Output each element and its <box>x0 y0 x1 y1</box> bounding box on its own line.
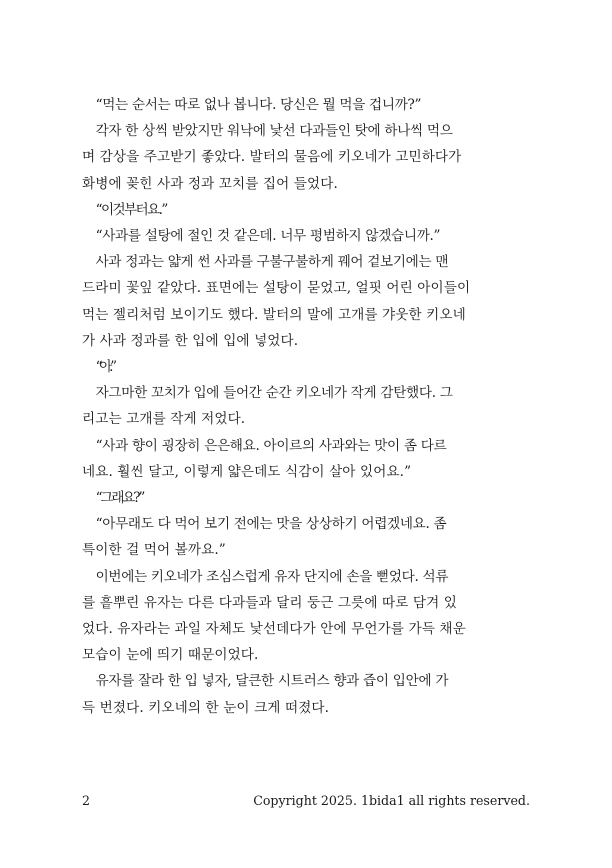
paragraph <box>82 380 530 432</box>
text-line: 먹는 젤리처럼 보이기도 했다. 발터의 말에 고개를 갸웃한 키오네 <box>82 306 466 323</box>
paragraph <box>82 118 530 197</box>
text-line: “그래요?” <box>95 490 144 507</box>
paragraph <box>82 354 530 380</box>
page-footer <box>82 793 530 813</box>
body-text <box>82 92 530 721</box>
text-line: 를 흩뿌린 유자는 다른 다과들과 달리 둥근 그릇에 따로 담겨 있 <box>82 594 457 611</box>
text-line: 자그마한 꼬치가 입에 들어간 순간 키오네가 작게 감탄했다. 그 <box>95 385 453 402</box>
paragraph <box>82 511 530 563</box>
text-line: 었다. 유자라는 과일 자체도 낯선데다가 안에 무언가를 가득 채운 <box>82 621 466 638</box>
text-line: “아무래도 다 먹어 보기 전에는 맛을 상상하기 어렵겠네요. 좀 <box>95 516 447 533</box>
paragraph <box>82 92 530 118</box>
text-line: 사과 정과는 얇게 썬 사과를 구불구불하게 꿰어 겉보기에는 맨 <box>95 254 449 271</box>
text-line: 이번에는 키오네가 조심스럽게 유자 단지에 손을 뻗었다. 석류 <box>95 568 449 585</box>
text-line: 네요. 훨씬 달고, 이렇게 얇은데도 식감이 살아 있어요.” <box>82 463 412 480</box>
text-line: 각자 한 상씩 받았지만 워낙에 낯선 다과들인 탓에 하나씩 먹으 <box>95 123 453 140</box>
text-line: 리고는 고개를 작게 저었다. <box>82 411 246 428</box>
text-line: 특이한 걸 먹어 볼까요.” <box>82 542 226 559</box>
text-line: 화병에 꽂힌 사과 정과 꼬치를 집어 들었다. <box>82 175 338 192</box>
page-number: 2 <box>82 793 91 808</box>
paragraph <box>82 433 530 485</box>
copyright-notice: Copyright 2025. 1bida1 all rights reserved. <box>253 793 530 808</box>
text-line: 득 번졌다. 키오네의 한 눈이 크게 떠졌다. <box>82 699 330 716</box>
paragraph <box>82 223 530 249</box>
text-line: “사과 향이 굉장히 은은해요. 아이르의 사과와는 맛이 좀 다르 <box>95 437 447 454</box>
text-line: 유자를 잘라 한 입 넣자, 달큰한 시트러스 향과 즙이 입안에 가 <box>95 673 449 690</box>
paragraph <box>82 197 530 223</box>
text-line: 모습이 눈에 띄기 때문이었다. <box>82 647 259 664</box>
text-line: 드라미 꽃잎 같았다. 표면에는 설탕이 묻었고, 얼핏 어린 아이들이 <box>82 280 471 297</box>
text-line: 가 사과 정과를 한 입에 입에 넣었다. <box>82 332 299 349</box>
text-line: “이것부터요.” <box>95 201 167 218</box>
paragraph <box>82 485 530 511</box>
paragraph <box>82 249 530 354</box>
text-line: “사과를 설탕에 절인 것 같은데. 너무 평범하지 않겠습니까.” <box>95 228 441 245</box>
text-line: 며 감상을 주고받기 좋았다. 발터의 물음에 키오네가 고민하다가 <box>82 149 462 166</box>
paragraph <box>82 668 530 720</box>
text-line: “먹는 순서는 따로 없나 봅니다. 당신은 뭘 먹을 겁니까?” <box>95 97 422 113</box>
text-line: “아.” <box>95 359 114 376</box>
paragraph <box>82 564 530 669</box>
